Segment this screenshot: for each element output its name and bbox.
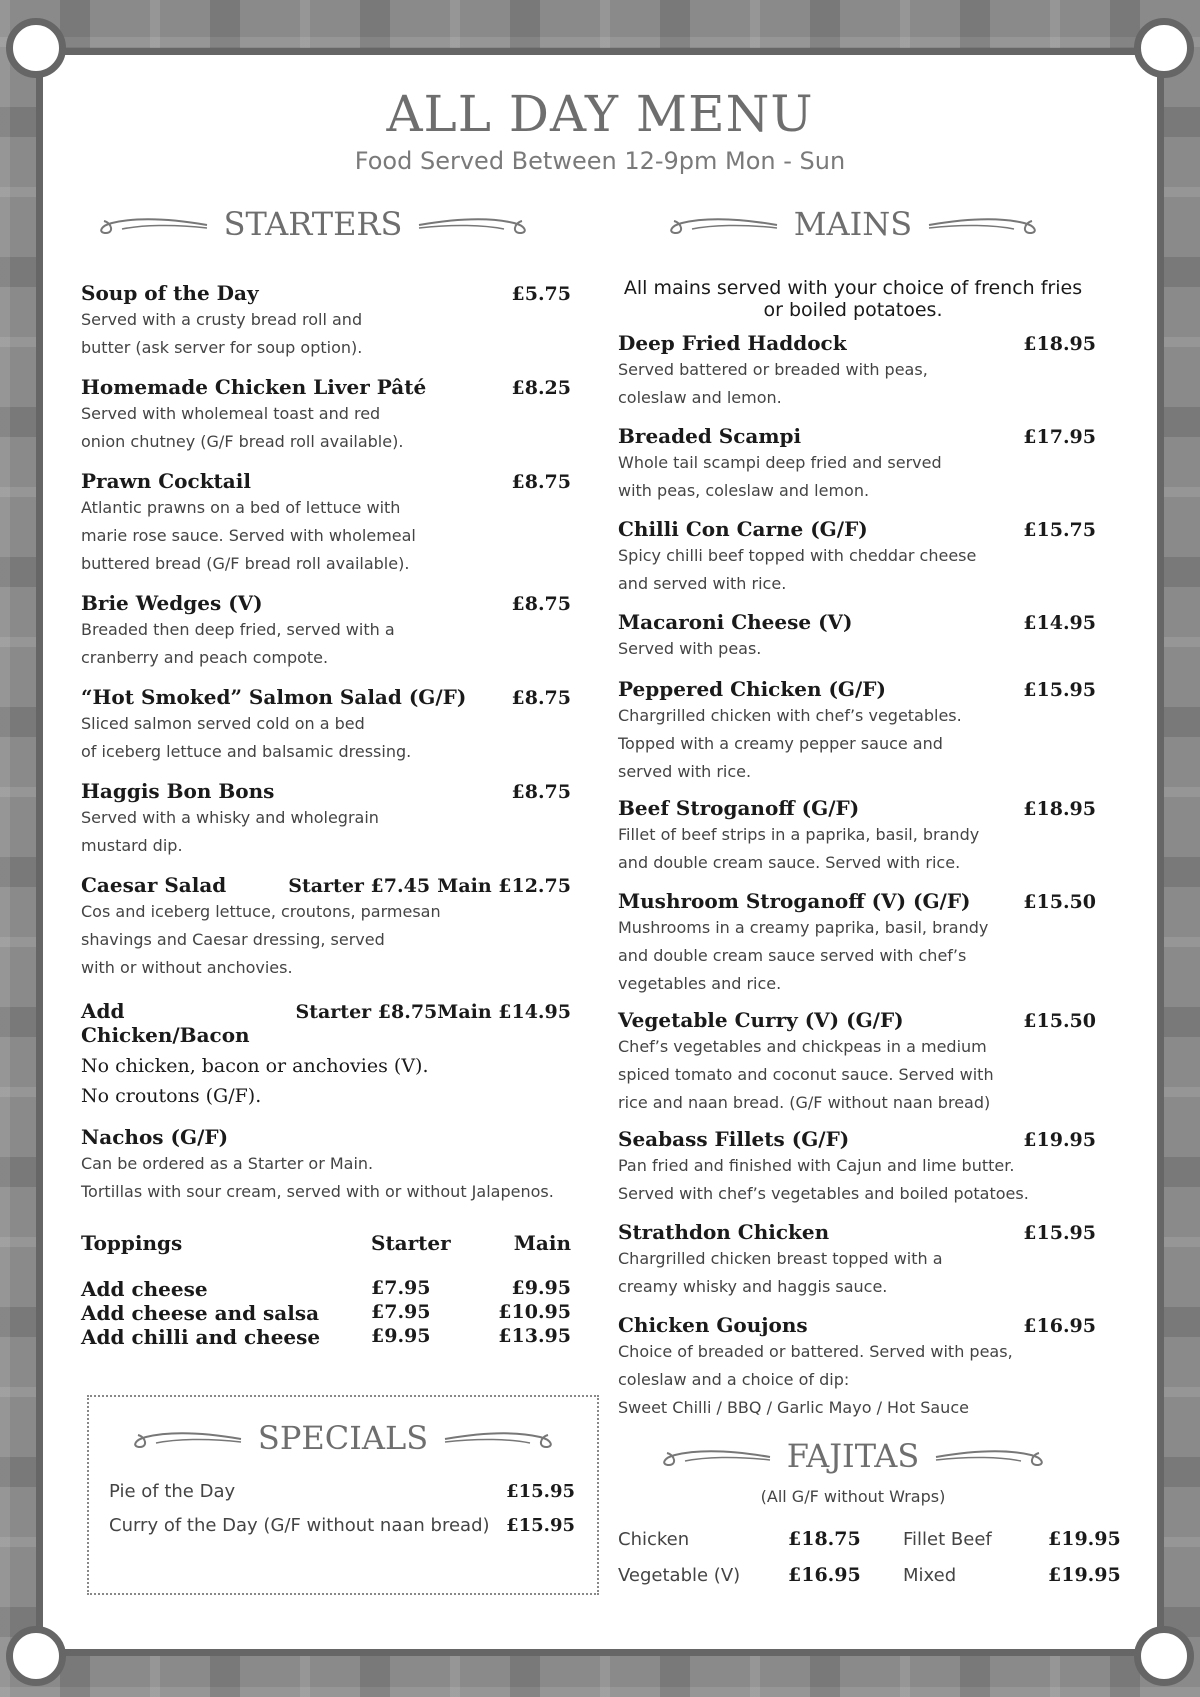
item-desc: Pan fried and finished with Cajun and lime butter. xyxy=(618,1156,1015,1175)
item-desc: spiced tomato and coconut sauce. Served with xyxy=(618,1065,994,1084)
item-desc: Served with peas. xyxy=(618,639,762,658)
item-desc: Spicy chilli beef topped with cheddar cheese xyxy=(618,546,977,565)
specials-box xyxy=(87,1395,599,1595)
list-item xyxy=(618,331,1096,411)
special-name: Curry of the Day (G/F without naan bread) xyxy=(109,1515,490,1536)
item-desc: served with rice. xyxy=(618,762,752,781)
item-name: Homemade Chicken Liver Pâté xyxy=(81,375,427,399)
item-price: £5.75 xyxy=(511,283,571,305)
table-row xyxy=(618,1557,1121,1593)
fajitas-heading-text: FAJITAS xyxy=(786,1437,920,1475)
item-price: £8.75 xyxy=(511,471,571,493)
item-desc: and served with rice. xyxy=(618,574,787,593)
corner-ornament xyxy=(1134,1626,1194,1686)
item-name: Haggis Bon Bons xyxy=(81,779,275,803)
special-price: £15.95 xyxy=(506,1481,575,1502)
list-item xyxy=(81,469,571,577)
corner-ornament xyxy=(1134,18,1194,78)
starters-heading-text: STARTERS xyxy=(223,205,403,243)
item-desc: Fillet of beef strips in a paprika, basil, brandy xyxy=(618,825,980,844)
item-desc: Sweet Chilli / BBQ / Garlic Mayo / Hot Sauce xyxy=(618,1398,969,1417)
item-price: £15.95 xyxy=(1023,1222,1096,1244)
flourish-left-icon xyxy=(662,209,782,239)
page-title: ALL DAY MENU xyxy=(386,85,814,143)
flourish-right-icon xyxy=(440,1423,560,1453)
item-desc: Served battered or breaded with peas, xyxy=(618,360,928,379)
item-desc: and double cream sauce. Served with rice. xyxy=(618,853,961,872)
item-price-main: Main £14.95 xyxy=(437,1001,571,1023)
topping-main-price: £9.95 xyxy=(511,1277,571,1299)
item-price: £8.75 xyxy=(511,687,571,709)
item-desc: shavings and Caesar dressing, served xyxy=(81,930,385,949)
fajita-name: Vegetable (V) xyxy=(618,1564,741,1586)
mains-intro xyxy=(613,277,1093,321)
list-item xyxy=(618,424,1096,504)
item-name: Macaroni Cheese (V) xyxy=(618,610,853,634)
fajita-price: £19.95 xyxy=(1048,1528,1121,1550)
item-price: £19.95 xyxy=(1023,1129,1096,1151)
table-row xyxy=(618,1521,1121,1557)
item-price: £15.50 xyxy=(1023,1010,1096,1032)
item-desc: mustard dip. xyxy=(81,836,183,855)
topping-name: Add chilli and cheese xyxy=(81,1325,321,1349)
item-desc: Atlantic prawns on a bed of lettuce with xyxy=(81,498,401,517)
item-name: Chilli Con Carne (G/F) xyxy=(618,517,868,541)
list-item xyxy=(618,1220,1096,1300)
item-name: Deep Fried Haddock xyxy=(618,331,847,355)
item-desc: creamy whisky and haggis sauce. xyxy=(618,1277,888,1296)
list-item-nachos xyxy=(81,1125,581,1205)
item-price: £14.95 xyxy=(1023,612,1096,634)
dietary-note: No croutons (G/F). xyxy=(81,1085,262,1107)
fajita-name: Fillet Beef xyxy=(903,1528,992,1550)
item-price: £18.95 xyxy=(1023,333,1096,355)
list-item xyxy=(618,1008,1096,1116)
list-item xyxy=(81,591,571,671)
specials-heading-text: SPECIALS xyxy=(257,1419,429,1457)
item-name: Vegetable Curry (V) (G/F) xyxy=(618,1008,904,1032)
item-name: Soup of the Day xyxy=(81,281,259,305)
corner-ornament xyxy=(6,18,66,78)
item-desc: Can be ordered as a Starter or Main. xyxy=(81,1154,374,1173)
corner-ornament xyxy=(6,1626,66,1686)
list-item-addon xyxy=(81,999,571,1107)
item-name: Strathdon Chicken xyxy=(618,1220,830,1244)
item-name: Breaded Scampi xyxy=(618,424,802,448)
fajitas-subtitle: (All G/F without Wraps) xyxy=(760,1487,946,1506)
item-price: £8.75 xyxy=(511,781,571,803)
mains-heading xyxy=(613,205,1093,243)
item-desc: Chargrilled chicken breast topped with a xyxy=(618,1249,943,1268)
item-name: Peppered Chicken (G/F) xyxy=(618,677,886,701)
item-price: £16.95 xyxy=(1023,1315,1096,1337)
flourish-right-icon xyxy=(414,209,534,239)
item-desc: marie rose sauce. Served with wholemeal xyxy=(81,526,416,545)
list-item xyxy=(618,796,1096,876)
list-item xyxy=(81,685,571,765)
item-desc: onion chutney (G/F bread roll available). xyxy=(81,432,404,451)
item-desc: Topped with a creamy pepper sauce and xyxy=(618,734,943,753)
item-name: Nachos (G/F) xyxy=(81,1125,229,1149)
item-price: £15.95 xyxy=(1023,679,1096,701)
fajita-name: Chicken xyxy=(618,1528,690,1550)
item-price-main: Main £12.75 xyxy=(437,875,571,897)
item-desc: buttered bread (G/F bread roll available). xyxy=(81,554,410,573)
item-price: £15.75 xyxy=(1023,519,1096,541)
fajitas-heading xyxy=(613,1437,1093,1475)
topping-starter-price: £7.95 xyxy=(371,1301,431,1323)
fajita-name: Mixed xyxy=(903,1564,957,1586)
table-row xyxy=(81,1325,571,1349)
item-name: Caesar Salad xyxy=(81,873,227,897)
item-desc: Choice of breaded or battered. Served with peas, xyxy=(618,1342,1013,1361)
item-name: Chicken Goujons xyxy=(618,1313,808,1337)
topping-name: Add cheese xyxy=(81,1277,208,1301)
item-name: Beef Stroganoff (G/F) xyxy=(618,796,860,820)
page-subtitle: Food Served Between 12-9pm Mon - Sun xyxy=(354,147,846,175)
topping-starter-price: £7.95 xyxy=(371,1277,431,1299)
list-item xyxy=(109,1481,575,1502)
topping-main-price: £13.95 xyxy=(498,1325,571,1347)
item-desc: rice and naan bread. (G/F without naan bread) xyxy=(618,1093,991,1112)
table-row xyxy=(81,1277,571,1301)
item-price: £15.50 xyxy=(1023,891,1096,913)
item-price-starter: Starter £7.45 xyxy=(288,875,431,897)
item-price: £8.25 xyxy=(511,377,571,399)
item-price: £8.75 xyxy=(511,593,571,615)
table-row xyxy=(81,1301,571,1325)
flourish-left-icon xyxy=(92,209,212,239)
fajitas-grid xyxy=(618,1521,1121,1593)
list-item xyxy=(109,1515,575,1536)
item-desc: Cos and iceberg lettuce, croutons, parmesan xyxy=(81,902,441,921)
item-desc: vegetables and rice. xyxy=(618,974,782,993)
item-desc: Chef’s vegetables and chickpeas in a medium xyxy=(618,1037,987,1056)
flourish-left-icon xyxy=(126,1423,246,1453)
list-item-caesar xyxy=(81,873,571,981)
item-name: Mushroom Stroganoff (V) (G/F) xyxy=(618,889,971,913)
item-desc: Chargrilled chicken with chef’s vegetables. xyxy=(618,706,962,725)
list-item xyxy=(618,889,1096,997)
item-desc: of iceberg lettuce and balsamic dressing. xyxy=(81,742,412,761)
list-item xyxy=(81,375,571,455)
item-desc: Breaded then deep fried, served with a xyxy=(81,620,395,639)
topping-main-price: £10.95 xyxy=(498,1301,571,1323)
toppings-heading: Toppings xyxy=(81,1231,183,1255)
item-price: £17.95 xyxy=(1023,426,1096,448)
item-name: Brie Wedges (V) xyxy=(81,591,263,615)
dietary-note: No chicken, bacon or anchovies (V). xyxy=(81,1055,429,1077)
starters-heading xyxy=(73,205,553,243)
toppings-col-main: Main xyxy=(513,1231,571,1255)
list-item xyxy=(81,281,571,361)
item-price-starter: Starter £8.75 xyxy=(295,1001,438,1023)
list-item xyxy=(618,517,1096,597)
flourish-right-icon xyxy=(931,1441,1051,1471)
special-name: Pie of the Day xyxy=(109,1481,236,1502)
item-desc: with peas, coleslaw and lemon. xyxy=(618,481,870,500)
item-desc: coleslaw and a choice of dip: xyxy=(618,1370,850,1389)
item-desc: Served with chef’s vegetables and boiled potatoes. xyxy=(618,1184,1029,1203)
topping-name: Add cheese and salsa xyxy=(81,1301,320,1325)
mains-intro-line: or boiled potatoes. xyxy=(763,299,943,321)
item-name: “Hot Smoked” Salmon Salad (G/F) xyxy=(81,685,467,709)
item-desc: Tortillas with sour cream, served with or without Jalapenos. xyxy=(81,1182,554,1201)
item-desc: Mushrooms in a creamy paprika, basil, brandy xyxy=(618,918,989,937)
mains-heading-text: MAINS xyxy=(793,205,913,243)
item-price: £18.95 xyxy=(1023,798,1096,820)
item-desc: Served with a crusty bread roll and xyxy=(81,310,363,329)
toppings-col-starter: Starter xyxy=(371,1231,451,1255)
item-desc: and double cream sauce served with chef’s xyxy=(618,946,967,965)
special-price: £15.95 xyxy=(506,1515,575,1536)
toppings-table xyxy=(81,1231,571,1349)
item-name: Add Chicken/Bacon xyxy=(81,999,250,1047)
topping-starter-price: £9.95 xyxy=(371,1325,431,1347)
item-desc: butter (ask server for soup option). xyxy=(81,338,363,357)
list-item xyxy=(81,779,571,859)
fajita-price: £16.95 xyxy=(788,1564,861,1586)
flourish-left-icon xyxy=(655,1441,775,1471)
item-desc: Whole tail scampi deep fried and served xyxy=(618,453,942,472)
menu-card xyxy=(36,48,1164,1656)
item-desc: Served with wholemeal toast and red xyxy=(81,404,381,423)
list-item xyxy=(618,1313,1096,1421)
item-desc: cranberry and peach compote. xyxy=(81,648,329,667)
item-desc: Sliced salmon served cold on a bed xyxy=(81,714,365,733)
specials-heading xyxy=(89,1419,597,1457)
item-name: Prawn Cocktail xyxy=(81,469,251,493)
item-desc: with or without anchovies. xyxy=(81,958,293,977)
list-item xyxy=(618,677,1096,785)
fajita-price: £18.75 xyxy=(788,1528,861,1550)
item-desc: Served with a whisky and wholegrain xyxy=(81,808,379,827)
list-item xyxy=(618,1127,1096,1207)
flourish-right-icon xyxy=(924,209,1044,239)
item-desc: coleslaw and lemon. xyxy=(618,388,782,407)
mains-intro-line: All mains served with your choice of french fries xyxy=(623,277,1083,299)
item-name: Seabass Fillets (G/F) xyxy=(618,1127,850,1151)
fajita-price: £19.95 xyxy=(1048,1564,1121,1586)
list-item xyxy=(618,610,1096,662)
